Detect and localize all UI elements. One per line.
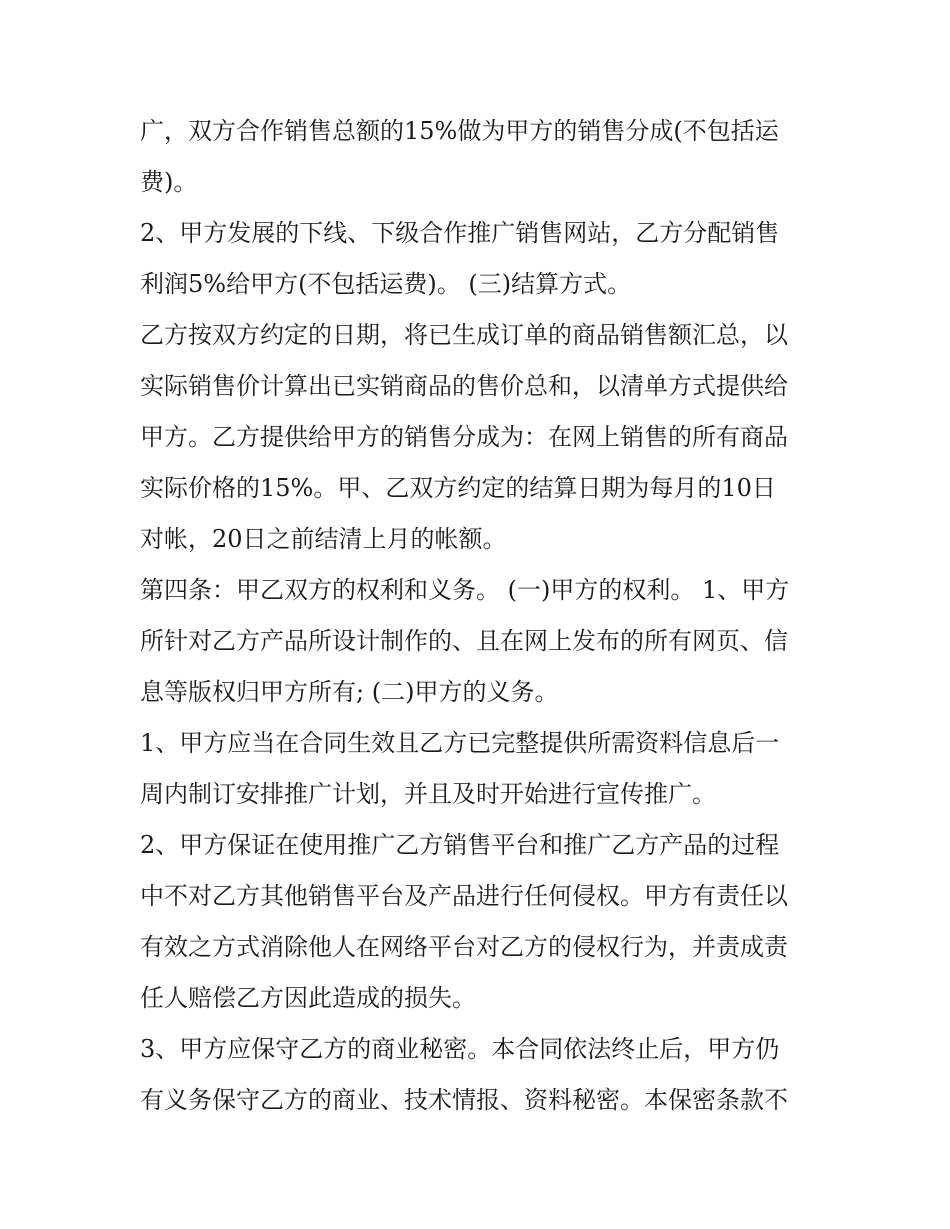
text-line: 2、甲方保证在使用推广乙方销售平台和推广乙方产品的过程: [140, 831, 780, 859]
text-line: 3、甲方应保守乙方的商业秘密。本合同依法终止后，甲方仍: [140, 1035, 780, 1063]
text-line: 1、甲方应当在合同生效且乙方已完整提供所需资料信息后一: [140, 729, 780, 757]
text-line: 实际销售价计算出已实销商品的售价总和，以清单方式提供给: [140, 372, 788, 400]
text-line: 费)。: [140, 168, 198, 196]
text-line: 对帐，20日之前结清上月的帐额。: [140, 525, 507, 553]
text-line: 中不对乙方其他销售平台及产品进行任何侵权。甲方有责任以: [140, 882, 788, 910]
text-line: 息等版权归甲方所有; (二)甲方的义务。: [140, 678, 559, 706]
text-line: 有效之方式消除他人在网络平台对乙方的侵权行为，并责成责: [140, 933, 788, 961]
text-line: 所针对乙方产品所设计制作的、且在网上发布的所有网页、信: [140, 627, 788, 655]
text-line: 第四条：甲乙双方的权利和义务。 (一)甲方的权利。 1、甲方: [140, 576, 790, 604]
text-line: 实际价格的15%。甲、乙双方约定的结算日期为每月的10日: [140, 474, 776, 502]
text-line: 周内制订安排推广计划，并且及时开始进行宣传推广。: [140, 780, 716, 808]
text-line: 广，双方合作销售总额的15%做为甲方的销售分成(不包括运: [140, 117, 779, 145]
document-body: [140, 106, 820, 1126]
text-line: 任人赔偿乙方因此造成的损失。: [140, 984, 476, 1012]
text-line: 甲方。乙方提供给甲方的销售分成为：在网上销售的所有商品: [140, 423, 788, 451]
text-line: 乙方按双方约定的日期，将已生成订单的商品销售额汇总，以: [140, 321, 788, 349]
text-line: 有义务保守乙方的商业、技术情报、资料秘密。本保密条款不: [140, 1086, 788, 1114]
text-line: 2、甲方发展的下线、下级合作推广销售网站，乙方分配销售: [140, 219, 780, 247]
text-line: 利润5%给甲方(不包括运费)。 (三)结算方式。: [140, 270, 632, 298]
